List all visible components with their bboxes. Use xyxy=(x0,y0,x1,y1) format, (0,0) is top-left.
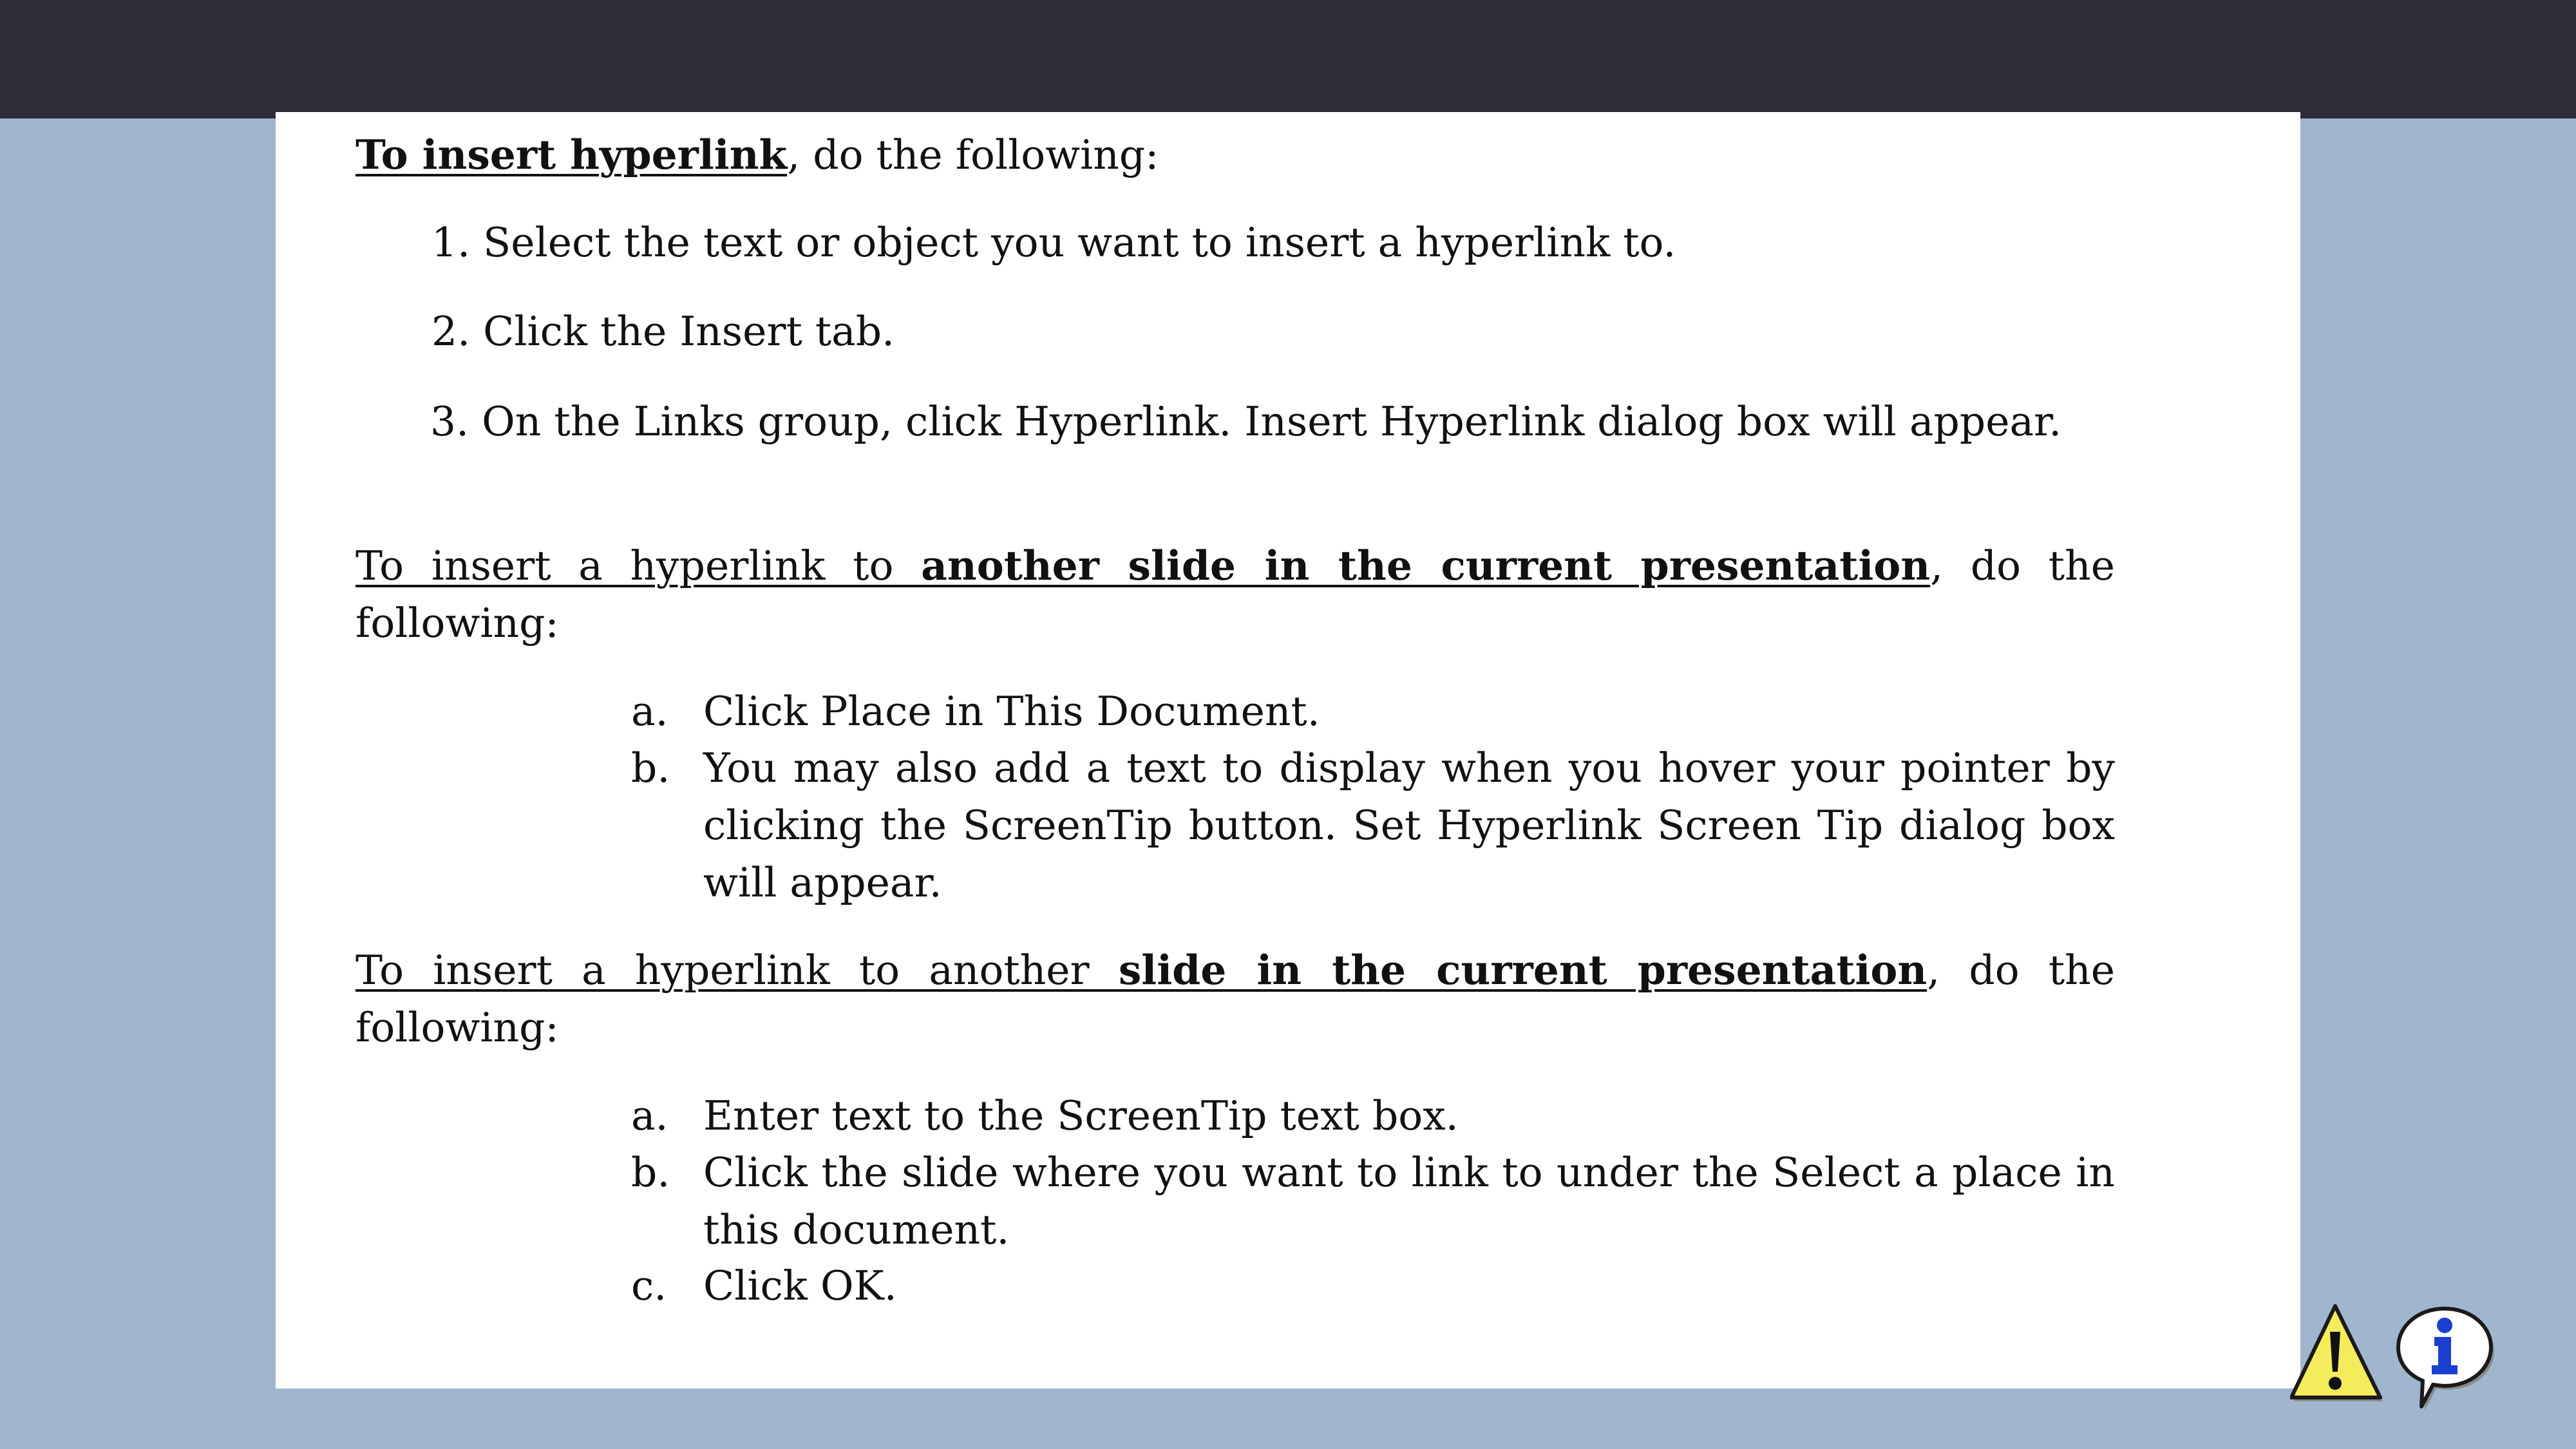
section-1-lead-rest: , do the following: xyxy=(787,131,1159,178)
section-2-lead-bold: another slide in the current presentation xyxy=(921,542,1931,589)
step-2-number: 2. xyxy=(431,308,471,355)
section-2-lead-plain: To insert a hyperlink to xyxy=(355,542,922,589)
status-icons-graphic xyxy=(2290,1301,2503,1410)
step-3-number: 3. xyxy=(430,398,469,445)
step-3-text: On the Links group, click Hyperlink. Insert Hyperlink dialog box will appear. xyxy=(482,398,2062,445)
step-1-text: Select the text or object you want to insert a hyperlink to. xyxy=(483,219,1676,266)
list-marker: b. xyxy=(631,1149,670,1196)
section-3-item-b xyxy=(631,1144,2115,1258)
section-2-item-b xyxy=(631,739,2115,911)
step-2 xyxy=(355,303,2115,360)
list-item-text: You may also add a text to display when you hover your pointer by clicking the ScreenTip button. Set Hyperlink Screen Tip dialog box will appear. xyxy=(703,744,2115,906)
document-page xyxy=(276,112,2300,1388)
section-3-lead-rest: , do the following: xyxy=(355,947,2116,1051)
section-3-heading xyxy=(355,942,2115,1056)
warning-icon[interactable] xyxy=(2291,1306,2383,1401)
list-marker: c. xyxy=(631,1262,667,1309)
info-icon[interactable] xyxy=(2398,1309,2494,1410)
top-bar xyxy=(0,0,2576,118)
section-1-lead-bold: To insert hyperlink xyxy=(355,131,788,178)
section-3-lead-bold: slide in the current presentation xyxy=(1118,946,1927,994)
section-3-item-a xyxy=(631,1087,2115,1144)
list-marker: a. xyxy=(631,1092,668,1139)
status-icons xyxy=(2290,1301,2503,1410)
list-item-text: Click Place in This Document. xyxy=(703,688,1320,735)
list-item-text: Enter text to the ScreenTip text box. xyxy=(703,1092,1459,1139)
section-2-item-a xyxy=(631,683,2115,740)
list-item-text: Click OK. xyxy=(703,1262,897,1309)
list-marker: a. xyxy=(631,688,668,735)
section-3-lead-plain: To insert a hyperlink to another xyxy=(355,947,1119,994)
step-2-text: Click the Insert tab. xyxy=(483,308,895,355)
list-item-text: Click the slide where you want to link to under the Select a place in this document. xyxy=(703,1149,2115,1253)
step-3 xyxy=(355,393,2115,450)
section-1-heading xyxy=(355,126,2115,184)
section-2-heading xyxy=(355,537,2115,652)
section-2-lead-rest: , do the following: xyxy=(355,542,2115,647)
section-3-item-c xyxy=(631,1257,2115,1314)
step-1 xyxy=(355,214,2115,271)
step-1-number: 1. xyxy=(431,219,471,266)
list-marker: b. xyxy=(631,744,670,791)
